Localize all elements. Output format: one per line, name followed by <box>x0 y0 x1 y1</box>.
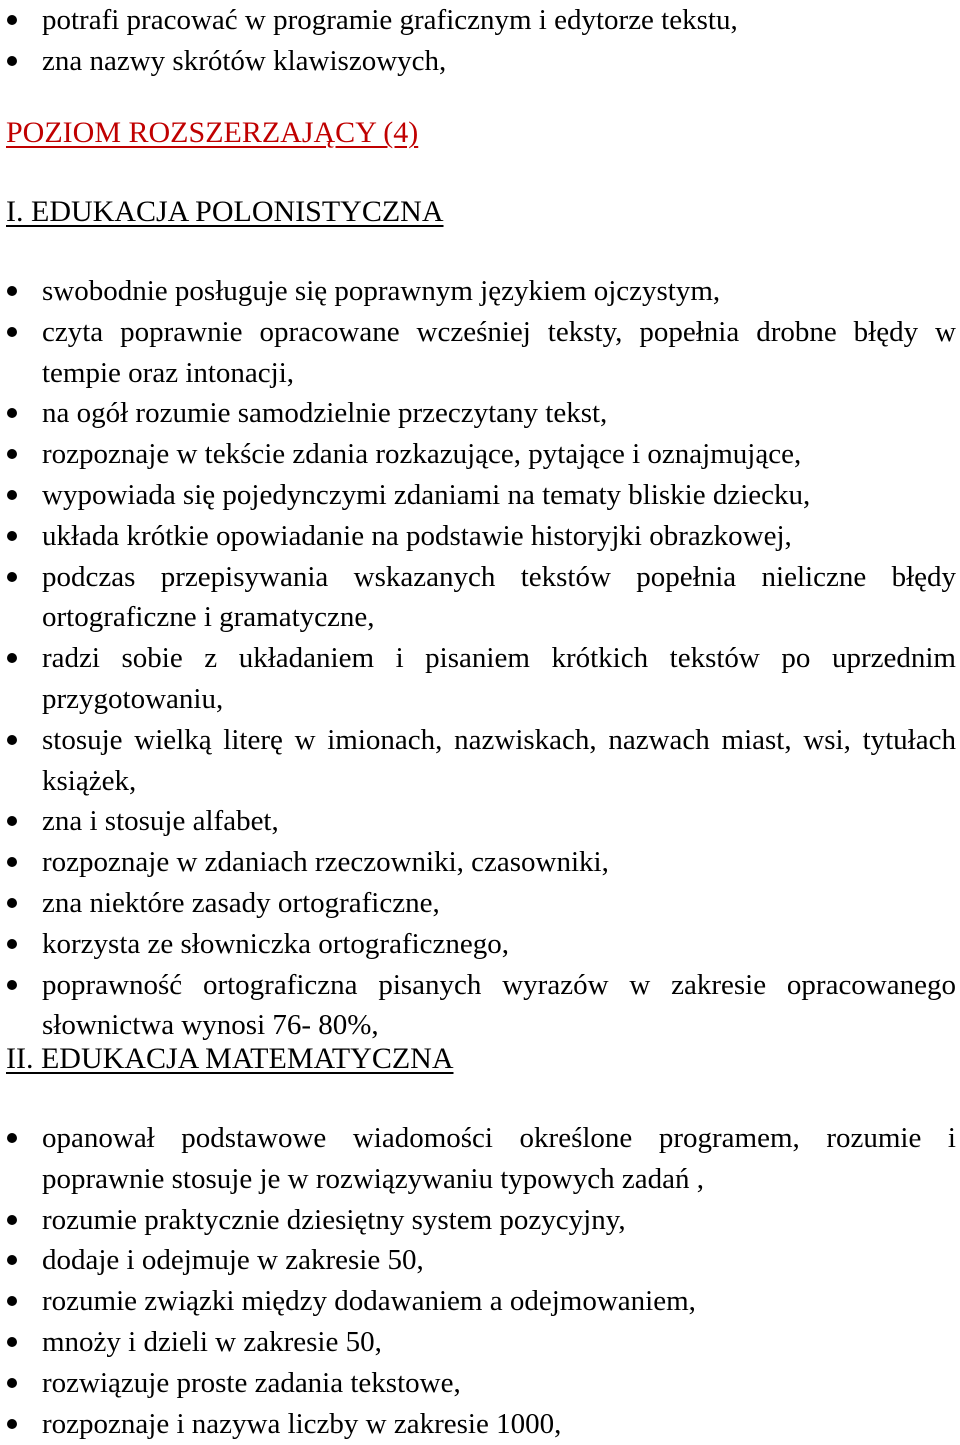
bullet-icon <box>7 327 17 337</box>
bullet-icon <box>7 898 17 908</box>
list-item-text: rozwiązuje proste zadania tekstowe, <box>42 1366 461 1399</box>
bullet-icon <box>7 449 17 459</box>
math-section-heading: II. EDUKACJA MATEMATYCZNA <box>6 1042 454 1075</box>
list-item <box>0 638 960 720</box>
list-item-text: rozumie związki między dodawaniem a odejmowaniem, <box>42 1285 696 1318</box>
list-item-text: układa krótkie opowiadanie na podstawie historyjki obrazkowej, <box>42 519 792 552</box>
list-item <box>0 434 960 475</box>
bullet-icon <box>7 939 17 949</box>
bullet-icon <box>7 735 17 745</box>
polish-section-heading: I. EDUKACJA POLONISTYCZNA <box>6 195 444 228</box>
list-item <box>0 842 960 883</box>
list-item <box>0 1363 960 1404</box>
list-item-text: wypowiada się pojedynczymi zdaniami na tematy bliskie dziecku, <box>42 478 811 511</box>
list-item-text: na ogół rozumie samodzielnie przeczytany tekst, <box>42 397 608 430</box>
list-item <box>0 1281 960 1322</box>
level-heading: POZIOM ROZSZERZAJĄCY (4) <box>6 116 419 149</box>
list-item <box>0 312 960 394</box>
list-item <box>0 393 960 434</box>
bullet-icon <box>7 1255 17 1265</box>
bullet-icon <box>7 1378 17 1388</box>
bullet-icon <box>7 653 17 663</box>
list-item-text: opanował podstawowe wiadomości określone programem, rozumie i poprawnie stosuje je w rozwiązywaniu typowych zadań , <box>42 1122 956 1195</box>
list-item <box>0 965 960 1047</box>
bullet-icon <box>7 980 17 990</box>
bullet-icon <box>7 56 17 66</box>
bullet-icon <box>7 1133 17 1143</box>
bullet-icon <box>7 816 17 826</box>
list-item <box>0 0 960 41</box>
math-bullet-list <box>0 1118 960 1444</box>
list-item-text: podczas przepisywania wskazanych tekstów popełnia nieliczne błędy ortograficzne i gramatyczne, <box>42 560 956 634</box>
list-item-text: rozpoznaje i nazywa liczby w zakresie 1000, <box>42 1407 562 1440</box>
list-item-text: zna nazwy skrótów klawiszowych, <box>42 44 447 77</box>
list-item <box>0 801 960 842</box>
list-item-text: swobodnie posługuje się poprawnym językiem ojczystym, <box>42 275 721 307</box>
bullet-icon <box>7 286 17 296</box>
list-item-text: zna niektóre zasady ortograficzne, <box>42 886 440 919</box>
polish-bullet-list <box>0 271 960 1046</box>
list-item-text: radzi sobie z układaniem i pisaniem krótkich tekstów po uprzednim przygotowaniu, <box>42 642 956 715</box>
list-item-text: czyta poprawnie opracowane wcześniej teksty, popełnia drobne błędy w tempie oraz intonacji, <box>42 315 956 389</box>
bullet-icon <box>7 1337 17 1347</box>
list-item <box>0 1118 960 1200</box>
list-item-text: zna i stosuje alfabet, <box>42 805 279 838</box>
list-item <box>0 883 960 924</box>
list-item-text: dodaje i odejmuje w zakresie 50, <box>42 1244 424 1277</box>
list-item <box>0 516 960 557</box>
bullet-icon <box>7 1215 17 1225</box>
list-item <box>0 475 960 516</box>
bullet-icon <box>7 408 17 418</box>
list-item-text: mnoży i dzieli w zakresie 50, <box>42 1325 382 1358</box>
bullet-icon <box>7 857 17 867</box>
list-item <box>0 1322 960 1363</box>
bullet-icon <box>7 15 17 25</box>
list-item-text: potrafi pracować w programie graficznym i edytorze tekstu, <box>42 4 738 36</box>
list-item <box>0 41 960 82</box>
list-item <box>0 924 960 965</box>
list-item <box>0 271 960 312</box>
list-item-text: rozumie praktycznie dziesiętny system pozycyjny, <box>42 1203 626 1236</box>
list-item-text: rozpoznaje w tekście zdania rozkazujące, pytające i oznajmujące, <box>42 438 802 471</box>
list-item <box>0 557 960 639</box>
list-item-text: korzysta ze słowniczka ortograficznego, <box>42 927 510 960</box>
list-item-text: rozpoznaje w zdaniach rzeczowniki, czasowniki, <box>42 846 609 879</box>
bullet-icon <box>7 1419 17 1429</box>
top-bullet-list <box>0 0 960 82</box>
bullet-icon <box>7 1296 17 1306</box>
bullet-icon <box>7 531 17 541</box>
list-item-text: poprawność ortograficzna pisanych wyrazów w zakresie opracowanego słownictwa wynosi 76- 80%, <box>42 968 956 1042</box>
list-item <box>0 1200 960 1241</box>
list-item <box>0 1240 960 1281</box>
list-item <box>0 720 960 802</box>
bullet-icon <box>7 572 17 582</box>
list-item-text: stosuje wielką literę w imionach, nazwiskach, nazwach miast, wsi, tytułach książek, <box>42 723 956 797</box>
bullet-icon <box>7 490 17 500</box>
list-item <box>0 1404 960 1445</box>
